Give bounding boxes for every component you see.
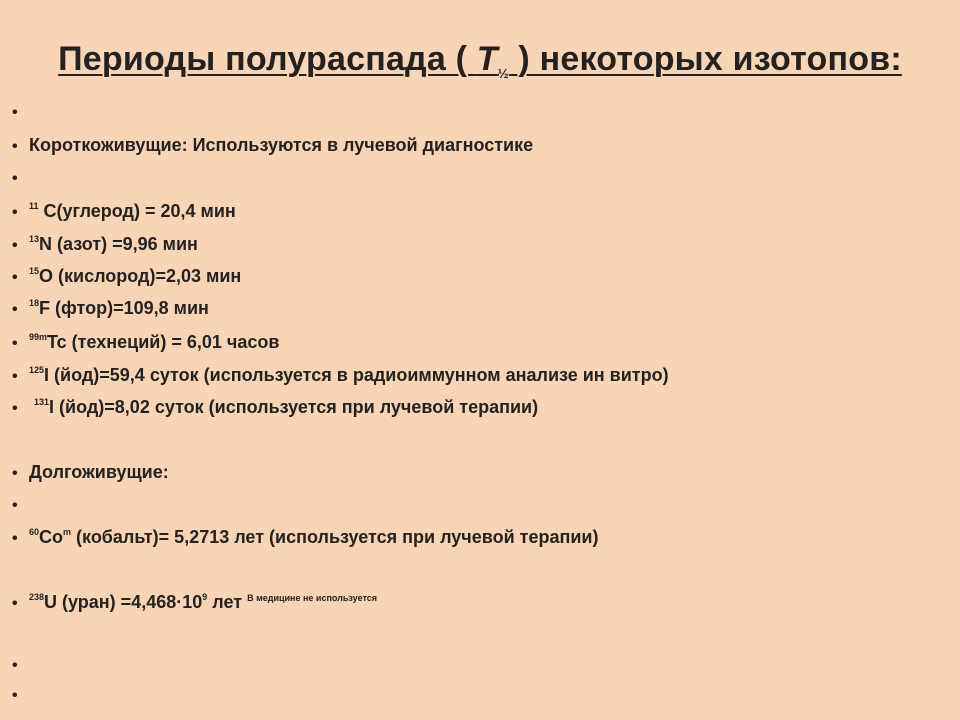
mass-number: 125 — [29, 365, 45, 375]
isotope-text: O (кислород)=2,03 мин — [39, 266, 242, 286]
mass-number: 18 — [29, 298, 40, 308]
list-item-short-heading — [12, 135, 533, 156]
bullet-icon: • — [12, 104, 18, 121]
title-after: ) некоторых изотопов: — [508, 40, 902, 78]
isotope-text: F (фтор)=109,8 мин — [39, 298, 209, 318]
list-item-empty — [12, 167, 29, 188]
bullet-icon: • — [12, 497, 18, 514]
bullet-icon: • — [12, 138, 18, 155]
usage-note: В медицине не используется — [247, 593, 378, 603]
list-item-f18 — [12, 298, 209, 319]
isotope-text: C(углерод) = 20,4 мин — [43, 201, 236, 221]
isotope-text: I (йод)=8,02 суток (используется при лучевой терапии) — [49, 397, 539, 417]
title-symbol: T — [476, 40, 498, 78]
isotope-text: I (йод)=59,4 суток (используется в радиоиммунном анализе ин витро) — [44, 365, 669, 385]
isotope-text: U (уран) =4,468·10 — [44, 592, 203, 612]
isotope-symbol: Co — [39, 527, 64, 547]
bullet-icon: • — [12, 400, 18, 417]
unit-text: лет — [207, 592, 243, 612]
list-item-co60 — [12, 527, 598, 548]
bullet-icon: • — [12, 657, 18, 674]
isotope-text: N (азот) =9,96 мин — [39, 234, 198, 254]
list-item-o15 — [12, 266, 241, 287]
short-lived-heading: Короткоживущие: Используются в лучевой диагностике — [29, 135, 534, 155]
list-item-empty — [12, 101, 29, 122]
long-lived-heading: Долгоживущие: — [29, 462, 169, 482]
list-item-n13 — [12, 234, 198, 255]
bullet-icon: • — [12, 170, 18, 187]
metastable-mark: m — [63, 527, 72, 537]
list-item-i125 — [12, 365, 669, 386]
mass-number: 15 — [29, 266, 40, 276]
bullet-icon: • — [12, 368, 18, 385]
mass-number: 131 — [34, 397, 50, 407]
bullet-icon: • — [12, 204, 18, 221]
title-subscript: ½ — [497, 65, 509, 81]
list-item-empty — [12, 494, 29, 515]
bullet-icon: • — [12, 595, 18, 612]
list-item-c11 — [12, 201, 236, 222]
list-item-empty — [12, 654, 29, 675]
list-item-empty — [12, 684, 29, 705]
bullet-icon: • — [12, 237, 18, 254]
bullet-icon: • — [12, 530, 18, 547]
bullet-icon: • — [12, 301, 18, 318]
bullet-icon: • — [12, 687, 18, 704]
exponent: 9 — [202, 592, 208, 602]
mass-number: 60 — [29, 527, 40, 537]
bullet-icon: • — [12, 269, 18, 286]
mass-number: 13 — [29, 234, 40, 244]
list-item-long-heading — [12, 462, 169, 483]
title-before: Периоды полураспада ( — [58, 40, 477, 78]
list-item-u238 — [12, 592, 377, 613]
isotope-text: Tc (технеций) = 6,01 часов — [47, 332, 280, 352]
list-item-i131 — [12, 397, 538, 418]
mass-number: 238 — [29, 592, 45, 602]
list-item-tc99m — [12, 332, 279, 353]
mass-number: 11 — [29, 201, 39, 211]
bullet-icon: • — [12, 335, 18, 352]
isotope-text: (кобальт)= 5,2713 лет (используется при лучевой терапии) — [76, 527, 599, 547]
mass-number: 99m — [29, 332, 48, 342]
bullet-icon: • — [12, 465, 18, 482]
